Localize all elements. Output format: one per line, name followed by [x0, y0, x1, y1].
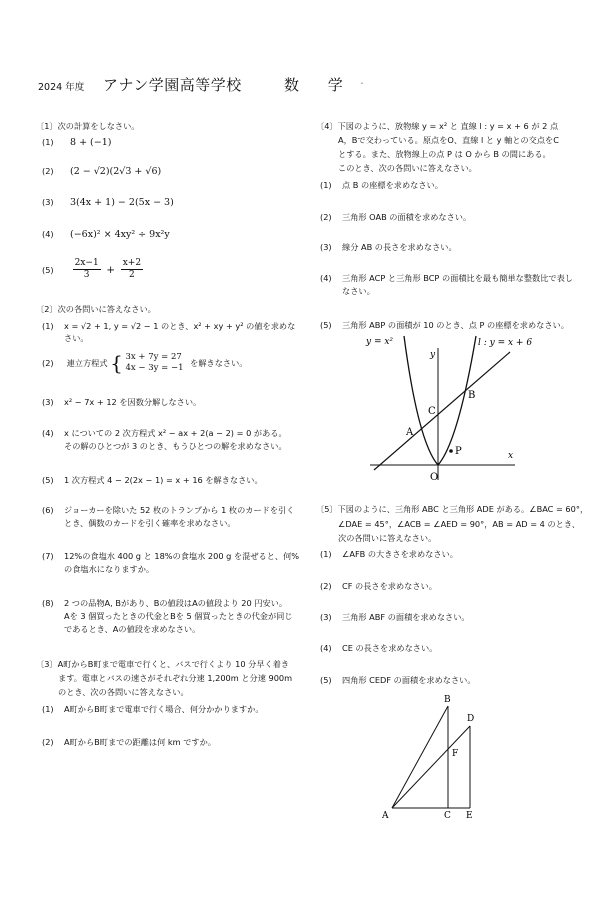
numerator: 2x−1 — [74, 258, 99, 268]
question-number: (1) — [320, 549, 332, 559]
point-p-marker — [449, 449, 453, 453]
question-number: (2) — [42, 358, 54, 368]
s4-question-2 — [316, 211, 471, 223]
s5-question-3 — [316, 611, 470, 623]
plus-sign: + — [106, 263, 116, 276]
question-number: (4) — [42, 229, 54, 239]
s5-question-5 — [316, 674, 476, 686]
question-number: (7) — [42, 551, 54, 561]
s1-question-1 — [36, 136, 111, 149]
equation-system — [126, 352, 184, 374]
denominator: 3 — [83, 270, 90, 280]
question-line: 2 つの品物A, Bがあり、Bの値段はAの値段より 20 円安い。 — [64, 598, 288, 608]
s3-question-2 — [36, 736, 216, 748]
s2-question-3 — [36, 396, 201, 408]
segment-ad — [392, 726, 470, 808]
question-text: 点 B の座標を求めなさい。 — [342, 180, 443, 190]
section-4-line: A，Bで交わっている。原点をO、直線 l と y 軸との交点をC — [338, 135, 559, 145]
question-number: (1) — [320, 180, 332, 190]
point-b-label: B — [468, 390, 476, 401]
question-line: x = √2 + 1, y = √2 − 1 のとき、x² + xy + y² の値を求めな — [64, 321, 296, 331]
s4-question-4-cont: なさい。 — [342, 286, 375, 296]
x-axis-label: x — [508, 451, 514, 461]
s2-question-5 — [36, 474, 263, 486]
s1-question-5 — [36, 258, 143, 281]
question-number: (2) — [42, 166, 54, 176]
s5-question-2 — [316, 580, 437, 592]
question-number: (2) — [42, 737, 54, 747]
s2-question-8 — [36, 597, 287, 609]
point-c-label: C — [444, 811, 451, 821]
question-number: (4) — [320, 643, 332, 653]
header-dot: ・ — [358, 79, 366, 88]
point-a-label: A — [382, 811, 389, 821]
question-text: (−6x)² × 4xy² ÷ 9x²y — [70, 229, 170, 240]
question-number: (5) — [42, 475, 54, 485]
section-3-line: ます。電車とバスの速さがそれぞれ分速 1,200m と分速 900m — [58, 673, 293, 683]
question-text: CF の長さを求めなさい。 — [342, 581, 437, 591]
section-4-line: とする。また、放物線上の点 P は O から B の間にある。 — [338, 149, 551, 159]
question-text: ∠AFB の大きさを求めなさい。 — [342, 549, 458, 559]
section-5-line: 〔5〕下図のように、三角形 ABC と三角形 ADE がある。∠BAC = 60°， — [316, 504, 589, 514]
section-5-line: ∠DAE = 45°，∠ACB = ∠AED = 90°，AB = AD = 4 のとき、 — [338, 519, 580, 529]
s2-question-8-cont: Aを 3 個買ったときの代金とBを 5 個買ったときの代金が同じ — [64, 611, 293, 621]
question-text: を解きなさい。 — [190, 358, 248, 368]
point-e-label: E — [466, 811, 473, 821]
s1-question-4 — [36, 228, 170, 241]
s4-question-1 — [316, 179, 443, 191]
s1-question-3 — [36, 196, 174, 209]
question-text: x² − 7x + 12 を因数分解しなさい。 — [64, 397, 202, 407]
equation-2: 4x − 3y = −1 — [125, 363, 184, 373]
question-number: (5) — [42, 264, 54, 275]
question-number: (2) — [320, 581, 332, 591]
question-number: (8) — [42, 598, 54, 608]
s2-question-6 — [36, 504, 294, 516]
s5-question-4 — [316, 642, 437, 654]
s2-question-7 — [36, 550, 299, 562]
subject-title: 数 学 — [284, 76, 355, 94]
question-text: 三角形 ABF の面積を求めなさい。 — [342, 612, 470, 622]
question-text: CE の長さを求めなさい。 — [342, 643, 438, 653]
s2-question-7-cont: の食塩水になりますか。 — [64, 564, 155, 574]
question-text: 1 次方程式 4 − 2(2x − 1) = x + 16 を解きなさい。 — [64, 475, 263, 485]
question-text: (2 − √2)(2√3 + √6) — [70, 166, 162, 177]
question-number: (3) — [42, 397, 54, 407]
question-text: 3(4x + 1) − 2(5x − 3) — [70, 197, 174, 208]
s2-question-1-cont: さい。 — [64, 333, 89, 343]
s2-question-4-cont: その解のひとつが 3 のとき、もうひとつの解を求めなさい。 — [64, 441, 287, 451]
section-4-line: このとき、次の各問いに答えなさい。 — [338, 163, 477, 173]
section-2-title: 〔2〕次の各問いに答えなさい。 — [36, 304, 156, 314]
point-f-label: F — [452, 749, 459, 759]
parabola-curve — [404, 336, 476, 465]
question-number: (2) — [320, 212, 332, 222]
question-text: A町からB町までの距離は何 km ですか。 — [64, 737, 216, 747]
question-number: (4) — [42, 428, 54, 438]
s4-question-3 — [316, 241, 457, 253]
s3-question-1 — [36, 703, 264, 715]
origin-label: O — [430, 472, 439, 483]
section-3-line: のとき、次の各問いに答えなさい。 — [58, 687, 189, 697]
s2-question-8-cont: であるとき、Aの値段を求めなさい。 — [64, 624, 201, 634]
question-number: (1) — [42, 137, 54, 147]
point-a-label: A — [406, 427, 414, 438]
question-text: 三角形 OAB の面積を求めなさい。 — [342, 212, 472, 222]
point-b-label: B — [444, 695, 451, 705]
denominator: 2 — [129, 270, 135, 280]
question-text: 四角形 CEDF の面積を求めなさい。 — [342, 675, 476, 685]
y-axis-label: y — [430, 350, 436, 360]
question-text: 三角形 ABP の面積が 10 のとき、点 P の座標を求めなさい。 — [342, 320, 569, 330]
question-number: (1) — [42, 321, 54, 331]
parabola-line-figure — [360, 330, 540, 485]
s5-question-1 — [316, 548, 458, 560]
exam-year: 2024 年度 — [38, 82, 85, 93]
question-line: x についての 2 次方程式 x² − ax + 2(a − 2) = 0 がある。 — [64, 428, 287, 438]
s2-question-6-cont: とき、偶数のカードを引く確率を求めなさい。 — [64, 518, 236, 528]
section-4-line: 〔4〕下図のように、放物線 y = x² と 直線 l : y = x + 6 が 2 点 — [316, 121, 559, 131]
question-text: 線分 AB の長さを求めなさい。 — [342, 242, 457, 252]
question-number: (3) — [42, 197, 54, 207]
parabola-label: y = x² — [366, 337, 394, 347]
numerator: x+2 — [122, 258, 142, 268]
triangles-figure — [380, 690, 500, 825]
s2-question-4 — [36, 427, 287, 439]
section-3-line: 〔3〕A町からB町まで電車で行くと、バスで行くより 10 分早く着き — [36, 659, 290, 669]
fraction — [121, 258, 143, 281]
s4-question-4 — [316, 272, 573, 284]
school-name: アナン学園高等学校 — [103, 76, 242, 94]
line-label: l : y = x + 6 — [478, 338, 533, 348]
segment-ab — [392, 706, 448, 808]
point-d-label: D — [467, 714, 475, 724]
fraction — [73, 258, 101, 281]
question-number: (3) — [320, 242, 332, 252]
point-p-label: P — [455, 446, 462, 457]
question-number: (1) — [42, 704, 54, 714]
question-line: ジョーカーを除いた 52 枚のトランプから 1 枚のカードを引く — [64, 505, 295, 515]
question-number: (5) — [320, 675, 332, 685]
section-1-title: 〔1〕次の計算をしなさい。 — [36, 121, 140, 131]
question-line: 12%の食塩水 400 g と 18%の食塩水 200 g を混ぜると、何% — [64, 551, 300, 561]
brace-icon: { — [110, 351, 123, 375]
question-text: 8 + (−1) — [70, 137, 112, 148]
s2-question-2 — [36, 352, 247, 374]
point-c-label: C — [428, 406, 436, 417]
s2-question-1 — [36, 320, 295, 332]
question-number: (6) — [42, 505, 54, 515]
section-5-line: 次の各問いに答えなさい。 — [338, 533, 437, 543]
line-l — [374, 352, 510, 470]
question-number: (3) — [320, 612, 332, 622]
question-text: A町からB町まで電車で行く場合、何分かかりますか。 — [64, 704, 264, 714]
question-number: (5) — [320, 320, 332, 330]
question-number: (4) — [320, 273, 332, 283]
s1-question-2 — [36, 165, 161, 178]
left-column — [36, 0, 306, 900]
question-line: 三角形 ACP と三角形 BCP の面積比を最も簡単な整数比で表し — [342, 273, 573, 283]
equation-1: 3x + 7y = 27 — [125, 352, 182, 362]
question-text: 連立方程式 — [66, 358, 108, 368]
